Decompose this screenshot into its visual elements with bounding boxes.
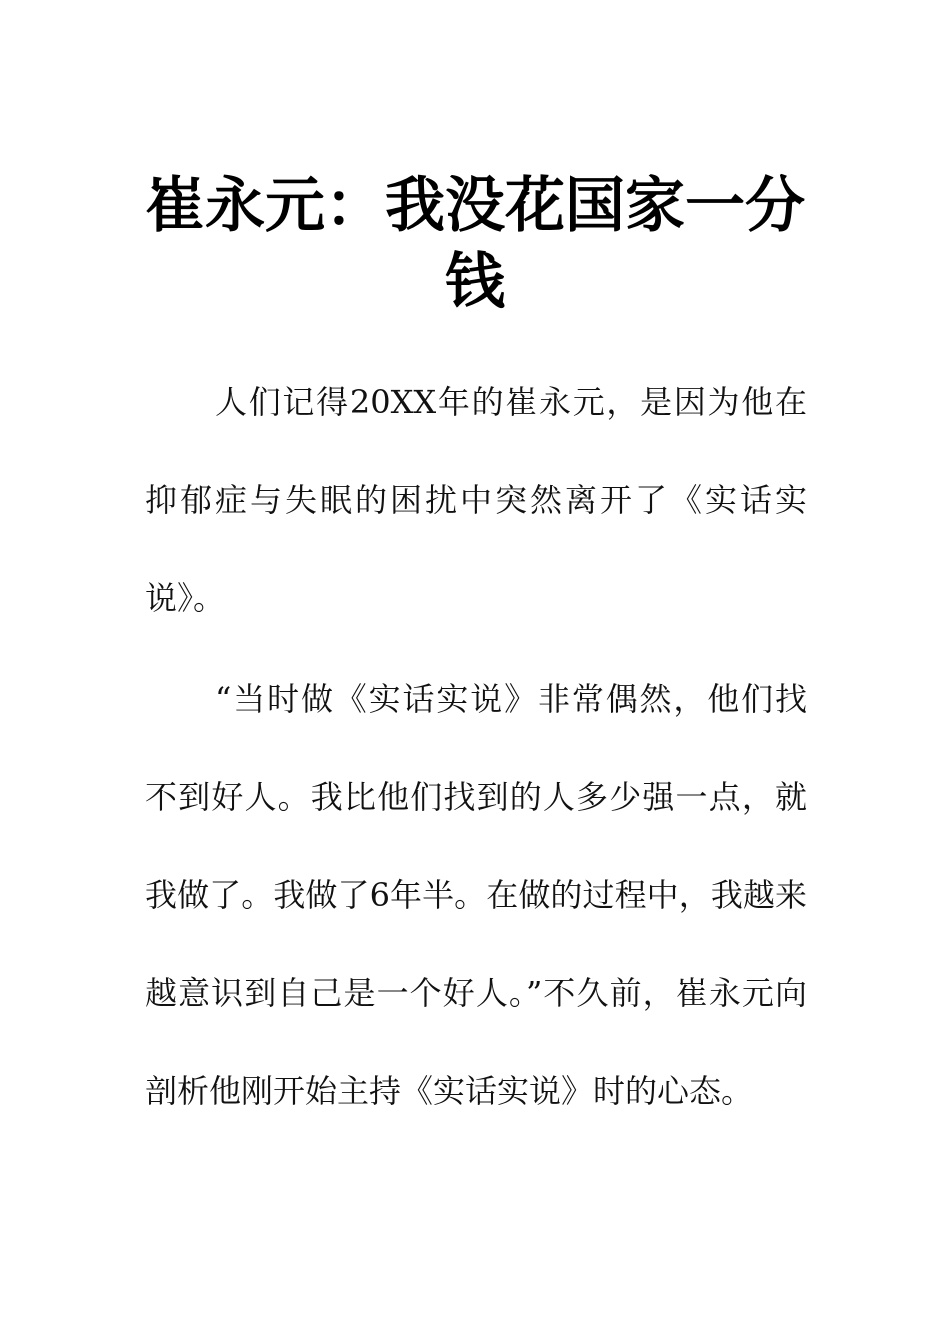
document-title: 崔永元：我没花国家一分钱 bbox=[145, 171, 805, 318]
body-paragraph-2: “当时做《实话实说》非常偶然，他们找不到好人。我比他们找到的人多少强一点，就我做了。我做了6年半。在做的过程中，我越来越意识到自己是一个好人。”不久前，崔永元向剖析他刚开始主持《实话实说》时的心态。 bbox=[145, 680, 807, 1110]
body-paragraph-1: 人们记得20XX年的崔永元，是因为他在抑郁症与失眠的困扰中突然离开了《实话实说》。 bbox=[145, 383, 807, 617]
